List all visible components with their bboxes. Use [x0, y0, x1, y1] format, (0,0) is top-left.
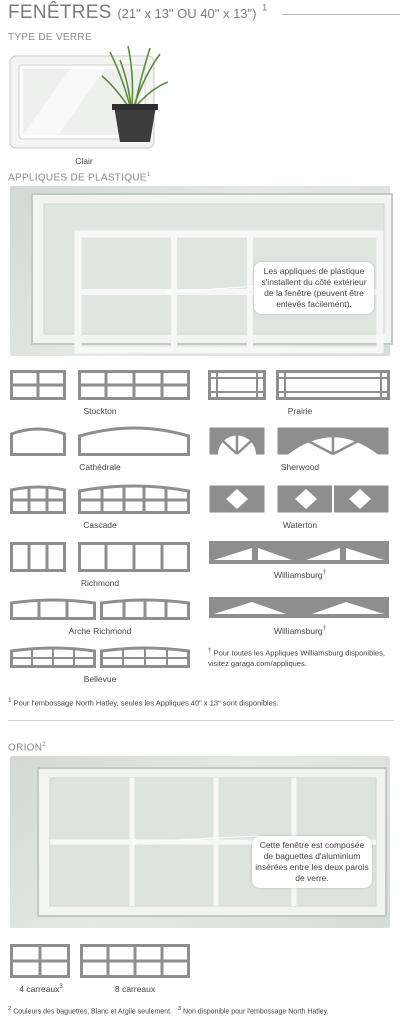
prairie-label: Prairie: [287, 406, 313, 416]
williamsburg-label-1: Williamsburg†: [274, 570, 326, 580]
williamsburg-note: † Pour toutes les Appliques Williamsburg disponibles, visitez garaga.com/appliques.: [208, 647, 385, 668]
stockton-applique-small: [10, 370, 66, 400]
cathedrale-applique-small: [10, 426, 66, 456]
waterton-applique-large: [276, 484, 390, 514]
sherwood-applique-small: [208, 426, 266, 456]
orion-section-title: ORION$^2$: [8, 742, 46, 754]
stockton-applique-large: [78, 370, 190, 400]
prairie-applique-small: [208, 370, 266, 400]
four-panes-label: 4 carreaux$^3$: [19, 984, 63, 994]
prairie-applique-large: [276, 370, 390, 400]
arche-richmond-applique-large: [100, 598, 190, 620]
richmond-label: Richmond: [80, 578, 120, 588]
orion-footnotes: $^2$ Couleurs des baguettes, Blanc et Argile seulement. $^3$ Non disponible pour l'embossage North Hatley.: [8, 1006, 329, 1016]
arche-richmond-applique-small: [10, 598, 96, 620]
section-divider: [8, 720, 394, 721]
cascade-applique-small: [10, 484, 66, 514]
sherwood-label: Sherwood: [280, 462, 320, 472]
plastic-section-title: APPLIQUES DE PLASTIQUE$^1$: [8, 172, 151, 184]
arche-richmond-label: Arche Richmond: [68, 626, 132, 636]
cascade-label: Cascade: [83, 520, 117, 530]
bellevue-applique-large: [100, 646, 190, 668]
clear-window-image: [10, 46, 170, 154]
orion-callout: Cette fenêtre est composée de baguettes d'aluminium insérées entre les deux parois de verre.: [252, 836, 372, 888]
orion-4-panes-icon: [10, 944, 70, 978]
richmond-applique-large: [78, 542, 190, 572]
williamsburg-applique-1: [208, 540, 390, 566]
cascade-applique-large: [78, 484, 190, 514]
stockton-label: Stockton: [83, 406, 117, 416]
cathedrale-applique-large: [78, 426, 190, 456]
plastic-footnote: $^1$ Pour l'embossage North Hatley, seules les Appliques 40" x 13" sont disponibles.: [8, 697, 279, 708]
page-title: FENÊTRES (21" x 13" OU 40" x 13") $^1$: [8, 2, 268, 23]
eight-panes-label: 8 carreaux: [114, 984, 156, 994]
cathedrale-label: Cathédrale: [79, 462, 121, 472]
waterton-label: Waterton: [282, 520, 318, 530]
bellevue-applique-small: [10, 646, 96, 668]
waterton-applique-small: [208, 484, 266, 514]
glass-section-title: TYPE DE VERRE: [8, 32, 92, 43]
bellevue-label: Bellevue: [83, 674, 117, 684]
orion-8-panes-icon: [80, 944, 190, 978]
plastic-callout: Les appliques de plastique s'installent du côté extérieur de la fenêtre (peuvent être enlevés facilement).: [254, 262, 374, 314]
williamsburg-label-2: Williamsburg†: [274, 626, 326, 636]
williamsburg-applique-2: [208, 596, 390, 620]
richmond-applique-small: [10, 542, 66, 572]
title-rule: [282, 14, 400, 15]
sherwood-applique-large: [276, 426, 390, 456]
clear-label: Clair: [75, 156, 93, 166]
